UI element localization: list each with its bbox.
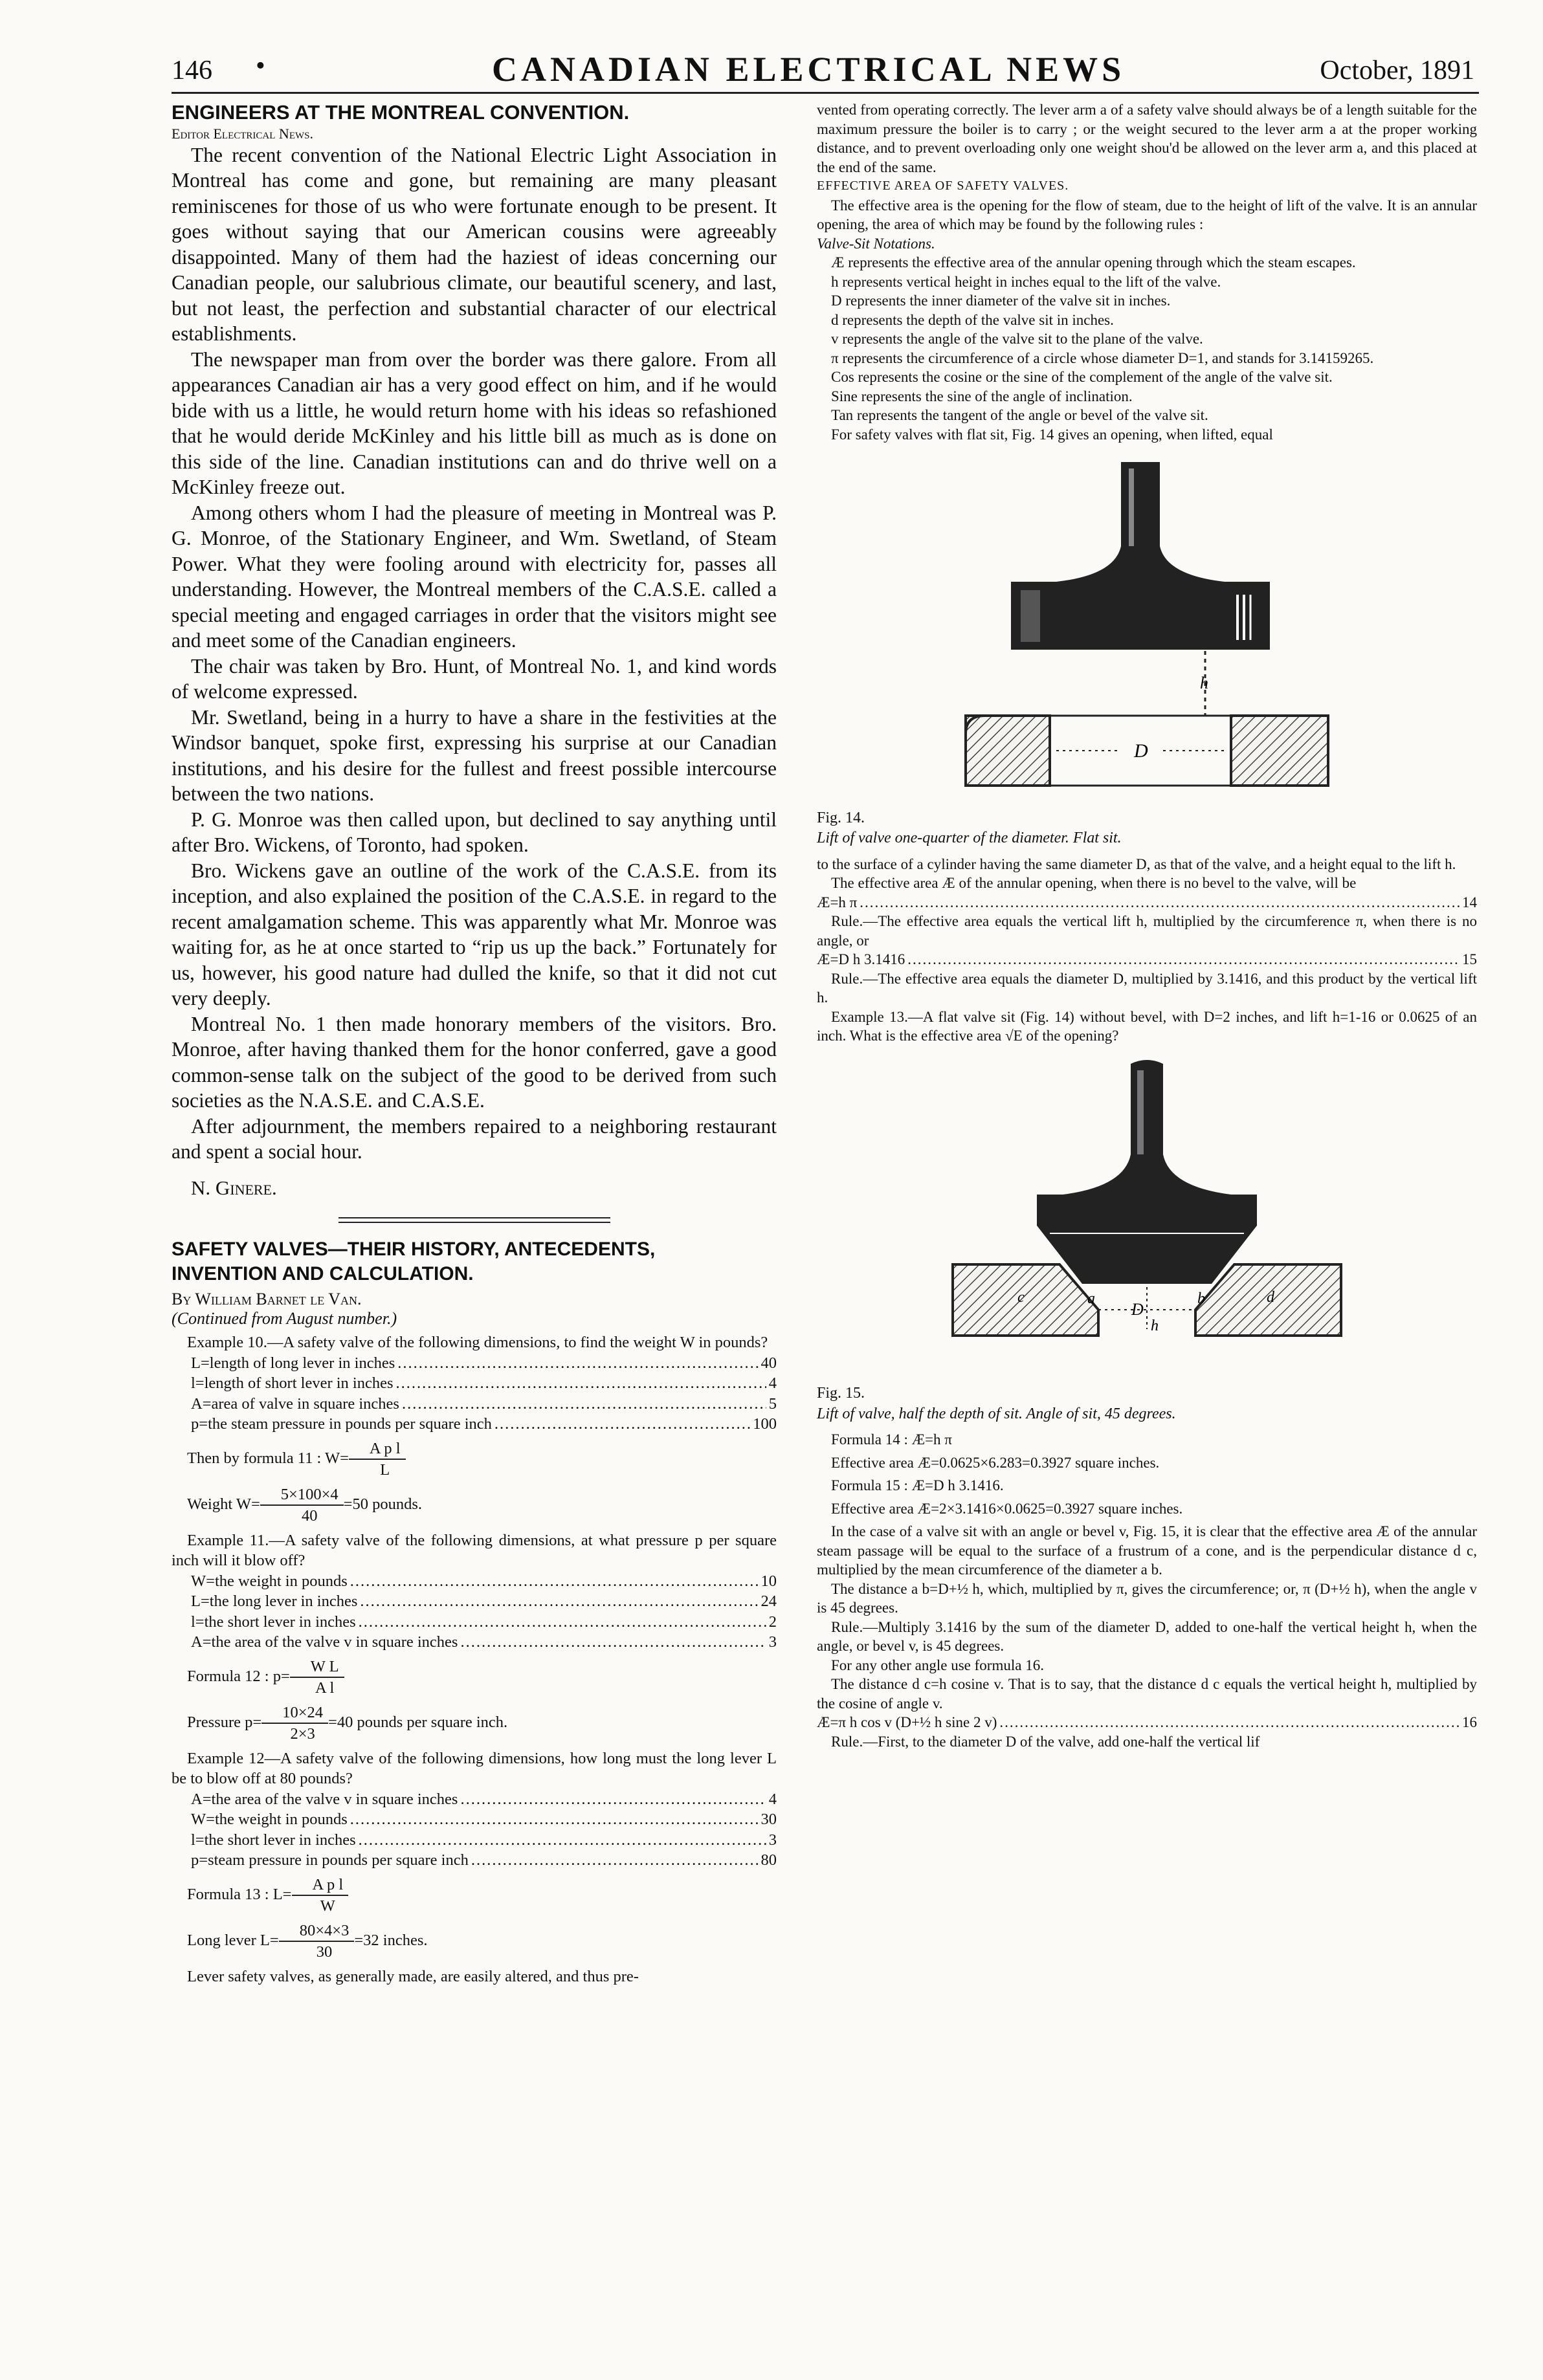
formula-line xyxy=(172,1657,777,1699)
definition-value: 2 xyxy=(768,1613,777,1631)
definition-value: 3 xyxy=(768,1831,777,1849)
right-paragraph: to the surface of a cylinder having the same diameter D, as that of the valve, and a height equal to the lift h. xyxy=(817,855,1456,872)
fig15-label-v: d xyxy=(1267,1288,1274,1306)
definition-row xyxy=(191,1414,777,1435)
notation-item: D represents the inner diameter of the valve sit in inches. xyxy=(831,292,1171,309)
equation-row xyxy=(817,1713,1477,1732)
notation-item: Æ represents the effective area of the annular opening through which the steam escapes. xyxy=(831,254,1356,270)
definition-label: p=the steam pressure in pounds per square inch xyxy=(191,1415,492,1433)
definition-value: 4 xyxy=(768,1790,777,1808)
section-divider xyxy=(339,1217,610,1223)
page-header xyxy=(0,0,1543,97)
example10-intro: Example 10.—A safety valve of the following dimensions, to find the weight W in pounds? xyxy=(187,1334,768,1352)
numerator: A p l xyxy=(349,1438,406,1460)
formula-line xyxy=(172,1484,777,1526)
figure-14-drawing xyxy=(940,449,1354,799)
formula-line: Formula 15 : Æ=D h 3.1416. xyxy=(831,1477,1004,1493)
right-paragraph: For any other angle use formula 16. xyxy=(831,1657,1044,1673)
formula-result: =32 inches. xyxy=(354,1931,428,1949)
fig14-label-h: h xyxy=(1200,674,1208,692)
equation: Æ=D h 3.1416 xyxy=(817,951,905,967)
formula-prefix: Pressure p= xyxy=(187,1713,262,1731)
definition-row xyxy=(191,1612,777,1633)
article1-body xyxy=(172,142,777,1201)
definition-label: p=steam pressure in pounds per square inch xyxy=(191,1851,469,1869)
article2-continued-note: (Continued from August number.) xyxy=(172,1309,397,1328)
article1-paragraph: P. G. Monroe was then called upon, but declined to say anything until after Bro. Wickens, of Toronto, had spoken. xyxy=(172,808,777,857)
formula-fraction xyxy=(292,1875,349,1917)
definition-row xyxy=(191,1571,777,1592)
definition-row xyxy=(191,1373,777,1394)
numerator: 10×24 xyxy=(261,1702,328,1724)
definition-row xyxy=(191,1591,777,1612)
figure-15-caption: Fig. 15. xyxy=(817,1385,865,1402)
definition-label: A=the area of the valve v in square inches xyxy=(191,1633,458,1651)
right-paragraph: The effective area Æ of the annular opening, when there is no bevel to the valve, will be xyxy=(831,875,1357,891)
definition-value: 3 xyxy=(768,1633,777,1651)
article2-last-line: Lever safety valves, as generally made, are easily altered, and thus pre- xyxy=(187,1967,639,1985)
numerator: 80×4×3 xyxy=(279,1921,355,1943)
formula-fraction xyxy=(279,1921,355,1963)
formula-fraction xyxy=(260,1484,344,1526)
denominator: 30 xyxy=(316,1943,333,1961)
header-bullet: • xyxy=(256,51,265,81)
formula-prefix: Formula 13 : L= xyxy=(187,1885,292,1903)
definition-value: 5 xyxy=(768,1394,777,1413)
section-heading: EFFECTIVE AREA OF SAFETY VALVES. xyxy=(817,179,1069,193)
rule-text: Rule.—Multiply 3.1416 by the sum of the diameter D, added to one-half the vertical height h, when the angle, or bevel v, is 45 degrees. xyxy=(817,1618,1477,1654)
definition-label: A=area of valve in square inches xyxy=(191,1394,399,1413)
denominator: A l xyxy=(315,1679,335,1697)
numerator: W L xyxy=(290,1657,344,1679)
definition-value: 40 xyxy=(760,1354,777,1372)
definition-label: l=the short lever in inches xyxy=(191,1831,356,1849)
formula-line xyxy=(172,1875,777,1917)
equation-number: 16 xyxy=(1462,1714,1477,1730)
fig14-label-D: D xyxy=(1134,740,1148,762)
article1-paragraph: Montreal No. 1 then made honorary members of the visitors. Bro. Monroe, after having thanked them for the honor conferred, gave a good common-sense talk on the subject of the good to be derived from such societies as the N.A.S.E. and C.A.S.E. xyxy=(172,1012,777,1112)
definition-value: 30 xyxy=(760,1811,777,1829)
definition-label: l=length of short lever in inches xyxy=(191,1374,394,1393)
fig15-label-h: h xyxy=(1151,1317,1159,1334)
formula-line: Formula 14 : Æ=h π xyxy=(831,1431,952,1448)
notation-item: d represents the depth of the valve sit in inches. xyxy=(831,311,1114,328)
numerator: A p l xyxy=(292,1875,349,1897)
notation-item: Sine represents the sine of the angle of inclination. xyxy=(831,388,1133,404)
article1-paragraph: Mr. Swetland, being in a hurry to have a share in the festivities at the Windsor banquet, spoke first, expressing his surprise at our Canadian institutions, and his desire for the fullest and freest possible intercourse between the two nations. xyxy=(172,705,777,806)
definition-row xyxy=(191,1850,777,1871)
article2-body xyxy=(172,1332,777,1987)
article2-title-line1: SAFETY VALVES—THEIR HISTORY, ANTECEDENTS, xyxy=(172,1239,656,1261)
header-rule xyxy=(172,92,1479,94)
definition-row xyxy=(191,1394,777,1415)
figure-14-caption: Fig. 14. xyxy=(817,809,865,826)
article1-paragraph: Among others whom I had the pleasure of meeting in Montreal was P. G. Monroe, of the Stationary Engineer, and Wm. Swetland, of Steam Power. What they were fooling around with electricity for, passes all understanding. However, the Montreal members of the C.A.S.E. called a special meeting and engaged carriages in order that the visitors might see and meet some of the Canadian engineers. xyxy=(172,501,777,652)
definition-value: 4 xyxy=(768,1374,777,1393)
equation: Æ=π h cos v (D+½ h sine 2 v) xyxy=(817,1714,997,1730)
denominator: 40 xyxy=(301,1507,318,1525)
article1-paragraph: The newspaper man from over the border was there galore. From all appearances Canadian air has a very good effect on him, and if he would bide with us a little, he would return home with his ideas so refashioned that he would deride McKinley and his little bill as much as is done on this side of the line. Canadian institutions can and do thrive well on a McKinley freeze out. xyxy=(172,347,777,499)
right-paragraph: vented from operating correctly. The lever arm a of a safety valve should always be of a length suitable for the maximum pressure the boiler is to carry ; or the weight secured to the lever arm a at the proper working distance, and to prevent overloading only one weight shou'd be allowed on the lever arm a, and this placed at the end of the same. xyxy=(817,102,1477,175)
article1-signature: N. Ginere. xyxy=(191,1176,277,1199)
definition-row xyxy=(191,1789,777,1810)
definition-row xyxy=(191,1353,777,1374)
left-column xyxy=(172,100,777,1987)
article1-editor-line: Editor Electrical News. xyxy=(172,125,313,142)
notation-item: Tan represents the tangent of the angle or bevel of the valve sit. xyxy=(831,407,1208,423)
right-paragraph: The distance d c=h cosine v. That is to say, that the distance d c equals the vertical height h, multiplied by the cosine of angle v. xyxy=(817,1676,1477,1712)
notation-item: Cos represents the cosine or the sine of the complement of the angle of the valve sit. xyxy=(831,369,1333,385)
formula-fraction xyxy=(290,1657,344,1699)
figure-14 xyxy=(817,449,1477,804)
article1-paragraph: The chair was taken by Bro. Hunt, of Montreal No. 1, and kind words of welcome expressed. xyxy=(172,654,777,703)
formula-fraction xyxy=(261,1702,328,1745)
denominator: W xyxy=(320,1897,335,1915)
fig15-label-D: D xyxy=(1131,1299,1144,1319)
fig15-label-c: c xyxy=(1017,1288,1025,1306)
article1-title: ENGINEERS AT THE MONTREAL CONVENTION. xyxy=(172,101,630,124)
definition-row xyxy=(191,1830,777,1851)
equation-number: 14 xyxy=(1462,894,1477,910)
definition-label: W=the weight in pounds xyxy=(191,1811,348,1829)
formula-line: Effective area Æ=0.0625×6.283=0.3927 square inches. xyxy=(831,1454,1160,1471)
page-number: 146 xyxy=(172,56,212,85)
example12-intro: Example 12—A safety valve of the following dimensions, how long must the long lever L be to blow off at 80 pounds? xyxy=(172,1749,777,1788)
notation-item: π represents the circumference of a circle whose diameter D=1, and stands for 3.14159265. xyxy=(831,349,1374,366)
formula-line xyxy=(172,1921,777,1963)
figure-15 xyxy=(817,1051,1477,1380)
formula-prefix: Formula 12 : p= xyxy=(187,1667,290,1685)
definition-value: 24 xyxy=(760,1592,777,1611)
fig15-label-a: a xyxy=(1087,1290,1095,1307)
rule-text: Rule.—The effective area equals the vertical lift h, multiplied by the circumference π, when there is no angle, or xyxy=(817,913,1477,949)
equation-row xyxy=(817,950,1477,969)
definition-value: 100 xyxy=(753,1415,777,1433)
fig15-label-b: b xyxy=(1197,1290,1205,1307)
equation-number: 15 xyxy=(1462,951,1477,967)
formula-line xyxy=(172,1438,777,1481)
right-paragraph: The distance a b=D+½ h, which, multiplied by π, gives the circumference; or, π (D+½ h), when the angle v is 45 degrees. xyxy=(817,1580,1477,1616)
denominator: L xyxy=(380,1461,390,1479)
notations-heading: Valve-Sit Notations. xyxy=(817,235,935,252)
definition-label: W=the weight in pounds xyxy=(191,1572,348,1590)
notation-item: v represents the angle of the valve sit to the plane of the valve. xyxy=(831,331,1203,347)
right-column xyxy=(817,100,1477,1751)
definition-value: 80 xyxy=(760,1851,777,1869)
equation-row xyxy=(817,893,1477,912)
article2-title-line2: INVENTION AND CALCULATION. xyxy=(172,1262,474,1284)
formula-line xyxy=(172,1702,777,1745)
figure-15-subcaption: Lift of valve, half the depth of sit. Angle of sit, 45 degrees. xyxy=(817,1405,1176,1422)
article1-paragraph: Bro. Wickens gave an outline of the work of the C.A.S.E. from its inception, and also explained the position of the C.A.S.E. in regard to the recent amalgamation scheme. This was apparently what Mr. Monroe was waiting for, as he at once started to “rip us up the back.” Fortunately for us, however, his good nature had dulled the knife, so that it did not cut very deeply. xyxy=(172,859,777,1010)
example-text: Example 13.—A flat valve sit (Fig. 14) without bevel, with D=2 inches, and lift h=1-16 or 0.0625 of an inch. What is the effective area √E of the opening? xyxy=(817,1008,1477,1044)
article2-byline: By William Barnet le Van. xyxy=(172,1290,362,1309)
issue-date: October, 1891 xyxy=(1320,56,1474,85)
definition-label: A=the area of the valve v in square inches xyxy=(191,1790,458,1808)
right-paragraph: The effective area is the opening for the flow of steam, due to the height of lift of the valve. It is an annular opening, the area of which may be found by the following rules : xyxy=(817,197,1477,232)
formula-fraction xyxy=(349,1438,406,1481)
definition-label: L=the long lever in inches xyxy=(191,1592,358,1611)
right-paragraph: For safety valves with flat sit, Fig. 14 gives an opening, when lifted, equal xyxy=(831,426,1273,443)
formula-line: Effective area Æ=2×3.1416×0.0625=0.3927 square inches. xyxy=(831,1500,1183,1517)
definition-row xyxy=(191,1632,777,1653)
formula-result: =50 pounds. xyxy=(343,1495,423,1513)
formula-prefix: Weight W= xyxy=(187,1495,260,1513)
denominator: 2×3 xyxy=(290,1725,315,1743)
right-paragraph: In the case of a valve sit with an angle or bevel v, Fig. 15, it is clear that the effective area Æ of the annular steam passage will be equal to the surface of a frustrum of a cone, and is the perpendicular distance d c, multiplied by the mean circumference of the diameter a b. xyxy=(817,1523,1477,1578)
article1-paragraph: After adjournment, the members repaired to a neighboring restaurant and spent a social hour. xyxy=(172,1114,777,1163)
figure-14-subcaption: Lift of valve one-quarter of the diameter. Flat sit. xyxy=(817,830,1122,846)
definition-row xyxy=(191,1809,777,1830)
example11-intro: Example 11.—A safety valve of the following dimensions, at what pressure p per square inch will it blow off? xyxy=(172,1531,777,1570)
definition-label: L=length of long lever in inches xyxy=(191,1354,395,1372)
rule-text: Rule.—First, to the diameter D of the valve, add one-half the vertical lif xyxy=(831,1733,1260,1750)
formula-prefix: Long lever L= xyxy=(187,1931,279,1949)
figure-15-drawing xyxy=(940,1051,1354,1374)
formula-result: =40 pounds per square inch. xyxy=(328,1713,508,1731)
definition-value: 10 xyxy=(760,1572,777,1590)
notation-item: h represents vertical height in inches equal to the lift of the valve. xyxy=(831,273,1221,290)
article1-paragraph: The recent convention of the National Electric Light Association in Montreal has come and gone, but remaining are many pleasant reminiscenes for those of us who were fortunate enough to be present. It goes without saying that our American cousins were agreeably disappointed. Many of them had the haziest of ideas concerning our Canadian people, our salubrious climate, our beautiful scenery, and last, but not least, the perfection and substantial character of our electrical establishments. xyxy=(172,143,777,346)
numerator: 5×100×4 xyxy=(260,1484,344,1506)
equation: Æ=h π xyxy=(817,894,858,910)
formula-prefix: Then by formula 11 : W= xyxy=(187,1449,349,1467)
definition-label: l=the short lever in inches xyxy=(191,1613,356,1631)
rule-text: Rule.—The effective area equals the diameter D, multiplied by 3.1416, and this product by the vertical lift h. xyxy=(817,970,1477,1006)
masthead-title: CANADIAN ELECTRICAL NEWS xyxy=(492,50,1126,89)
